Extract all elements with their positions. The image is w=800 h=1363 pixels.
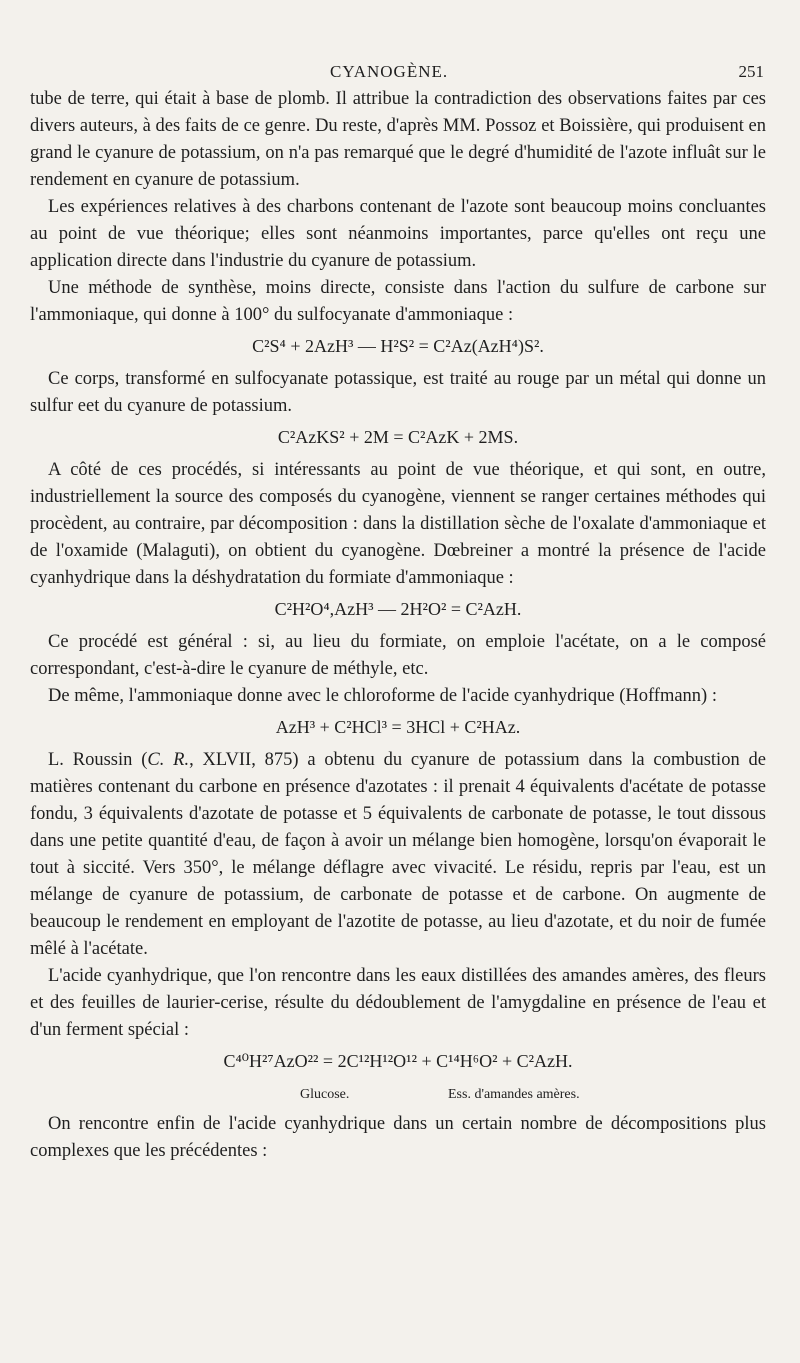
page-header (0, 62, 800, 86)
paragraph-1: tube de terre, qui était à base de plomb. Il attribue la contradiction des observations faites par ces divers auteurs, à des faits de ce genre. Du reste, d'après MM. Possoz et Boissière, qui produisent en grand le cyanure de potassium, on n'a pas remarqué que le degré d'humidité de l'azote influât sur le rendement en cyanure de potassium. (30, 89, 766, 190)
formula-5: C⁴⁰H²⁷AzO²² = 2C¹²H¹²O¹² + C¹⁴H⁶O² + C²AzH. (223, 1051, 573, 1071)
paragraph-8 (30, 747, 766, 963)
formula-4: AzH³ + C²HCl³ = 3HCl + C²HAz. (275, 717, 521, 737)
paragraph-7: De même, l'ammoniaque donne avec le chloroforme de l'acide cyanhydrique (Hoffmann) : (48, 686, 717, 706)
paragraph-9: L'acide cyanhydrique, que l'on rencontre dans les eaux distillées des amandes amères, des fleurs et des feuilles de laurier-cerise, résulte du dédoublement de l'amygdaline en présence de l'eau et d'un ferment spécial : (30, 966, 766, 1040)
formula-1: C²S⁴ + 2AzH³ — H²S² = C²Az(AzH⁴)S². (252, 336, 544, 356)
paragraph-10: On rencontre enfin de l'acide cyanhydrique dans un certain nombre de décompositions plus complexes que les précédentes : (30, 1114, 766, 1161)
paragraph-6: Ce procédé est général : si, au lieu du formiate, on emploie l'acétate, on a le composé correspondant, c'est-à-dire le cyanure de méthyle, etc. (30, 632, 766, 679)
formula-2: C²AzKS² + 2M = C²AzK + 2MS. (277, 427, 519, 447)
caption-glucose: Glucose. (300, 1087, 350, 1102)
paragraph-8-start: L. Roussin ( (48, 750, 148, 770)
running-title: CYANOGÈNE. (330, 62, 449, 81)
paragraph-4: Ce corps, transformé en sulfocyanate potassique, est traité au rouge par un métal qui donne un sulfur eet du cyanure de potassium. (30, 369, 766, 416)
caption-amandes: Ess. d'amandes amères. (448, 1087, 580, 1102)
page-number: 251 (738, 62, 764, 81)
paragraph-8-rest: , XLVII, 875) a obtenu du cyanure de potassium dans la combustion de matières contenant du carbone en présence d'azotates : il prenait 4 équivalents d'acétate de potasse fondu, 3 équivalents d'azotate de potasse et 5 équivalents de carbonate de potasse, le tout dissous dans une petite quantité d'eau, de façon à avoir un mélange bien homogène, lorsqu'on évaporait le tout à siccité. Vers 350°, le mélange déflagre avec vivacité. Le résidu, repris par l'eau, est un mélange de cyanure de potassium, de carbonate de potasse et de carbone. On augmente de beaucoup le rendement en employant de l'azotite de potasse, au lieu d'azotate, et du noir de fumée mêlé à l'acétate. (30, 750, 766, 959)
formula-3: C²H²O⁴,AzH³ — 2H²O² = C²AzH. (274, 599, 522, 619)
paragraph-5: A côté de ces procédés, si intéressants au point de vue théorique, et qui sont, en outre, industriellement la source des composés du cyanogène, viennent se ranger certaines méthodes qui procèdent, au contraire, par décomposition : dans la distillation sèche de l'oxalate d'ammoniaque et de l'oxamide (Malaguti), on obtient du cyanogène. Dœbreiner a montré la présence de l'acide cyanhydrique dans la déshydratation du formiate d'ammoniaque : (30, 460, 766, 588)
page-body (30, 86, 766, 1165)
paragraph-2: Les expériences relatives à des charbons contenant de l'azote sont beaucoup moins concluantes au point de vue théorique; elles sont néanmoins importantes, parce qu'elles ont reçu une application directe dans l'industrie du cyanure de potassium. (30, 197, 766, 271)
citation-ref: C. R. (147, 750, 190, 770)
formula-captions (30, 1081, 766, 1103)
paragraph-3: Une méthode de synthèse, moins directe, consiste dans l'action du sulfure de carbone sur l'ammoniaque, qui donne à 100° du sulfocyanate d'ammoniaque : (30, 278, 766, 325)
